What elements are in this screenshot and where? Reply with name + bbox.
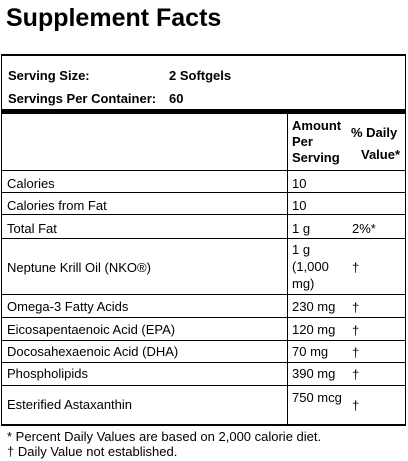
row-separator xyxy=(1,385,406,386)
amount-header-1: Amount xyxy=(292,118,342,133)
row-separator xyxy=(1,362,406,363)
nutrient-amount: 230 mg xyxy=(292,299,336,314)
row-separator xyxy=(1,238,406,239)
nutrient-dv: † xyxy=(352,260,360,275)
nutrient-name: Phospholipids xyxy=(7,366,88,381)
nutrient-name: Docosahexaenoic Acid (DHA) xyxy=(7,344,179,359)
nutrient-amount: 1 g xyxy=(292,221,311,236)
nutrient-amount: 750 mcg xyxy=(292,390,342,405)
footnote-not-established: † Daily Value not established. xyxy=(7,444,178,459)
serving-separator xyxy=(1,109,406,114)
dv-header-2: Value* xyxy=(361,147,401,162)
column-divider xyxy=(287,114,288,426)
footnote-daily-values: * Percent Daily Values are based on 2,000 calorie diet. xyxy=(7,429,322,444)
nutrient-amount: 10 xyxy=(292,198,307,213)
header-separator xyxy=(1,170,406,171)
nutrient-amount: 1 g xyxy=(292,242,311,257)
nutrient-amount: 390 mg xyxy=(292,366,336,381)
nutrient-dv: 2%* xyxy=(352,221,376,236)
bottom-border xyxy=(1,424,406,426)
nutrient-name: Calories xyxy=(7,176,55,191)
amount-header-2: Per xyxy=(292,134,313,149)
nutrient-name: Eicosapentaenoic Acid (EPA) xyxy=(7,322,176,337)
row-separator xyxy=(1,294,406,295)
nutrient-name: Neptune Krill Oil (NKO®) xyxy=(7,260,151,275)
nutrient-amount: 120 mg xyxy=(292,322,336,337)
nutrient-amount: 70 mg xyxy=(292,344,329,359)
top-border xyxy=(1,54,406,56)
nutrient-dv: † xyxy=(352,345,360,360)
nutrient-dv: † xyxy=(352,367,360,382)
row-separator xyxy=(1,214,406,215)
serving-size-value: 2 Softgels xyxy=(169,68,232,83)
nutrient-dv: † xyxy=(352,323,360,338)
nutrient-dv: † xyxy=(352,398,360,413)
page-title: Supplement Facts xyxy=(6,4,222,32)
nutrient-name: Calories from Fat xyxy=(7,198,107,213)
row-separator xyxy=(1,192,406,193)
dv-header-1: % Daily xyxy=(351,125,398,140)
nutrient-name: Esterified Astaxanthin xyxy=(7,397,133,412)
nutrient-amount: 10 xyxy=(292,176,307,191)
nutrient-name: Omega-3 Fatty Acids xyxy=(7,299,129,314)
servings-per-container-value: 60 xyxy=(169,91,184,106)
serving-size-label: Serving Size: xyxy=(8,68,90,83)
nutrient-amount: (1,000 xyxy=(292,259,329,274)
row-separator xyxy=(1,317,406,318)
nutrient-dv: † xyxy=(352,300,360,315)
nutrient-amount: mg) xyxy=(292,276,315,291)
servings-per-container-label: Servings Per Container: xyxy=(8,91,157,106)
row-separator xyxy=(1,340,406,341)
nutrient-name: Total Fat xyxy=(7,221,57,236)
amount-header-3: Serving xyxy=(292,150,340,165)
